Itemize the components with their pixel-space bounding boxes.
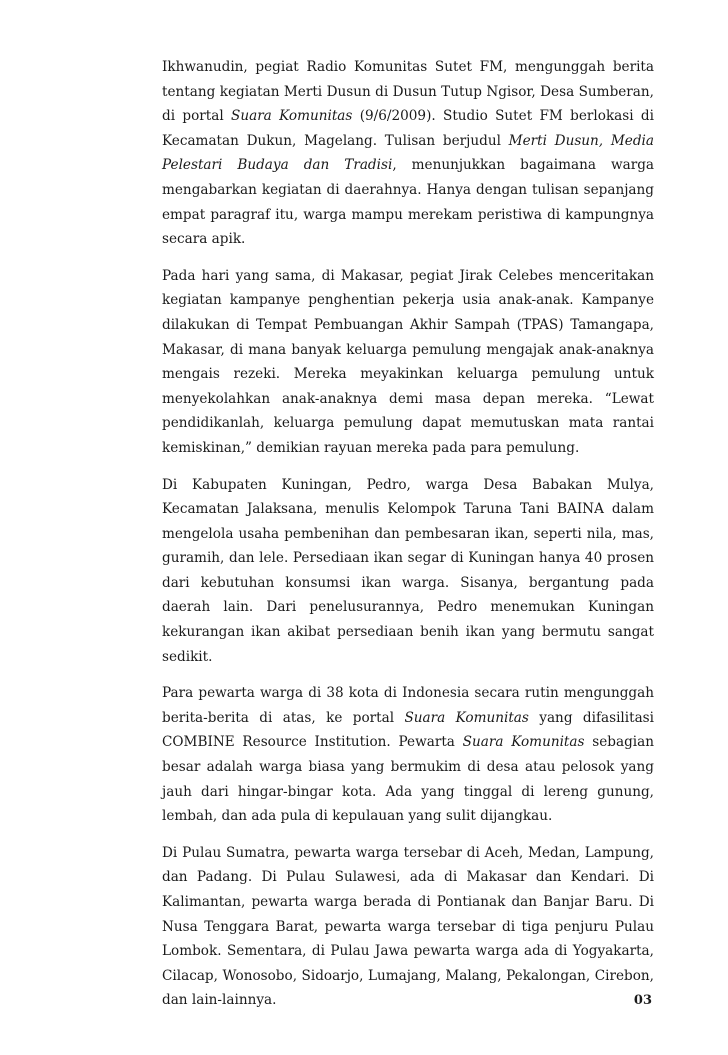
italic-publication-name: Suara Komunitas — [404, 709, 529, 726]
paragraph-2 — [162, 264, 654, 461]
paragraph-text: , menunjukkan bagaimana warga mengabarkan kegiatan di daerahnya. Hanya dengan tulisan sepanjang empat paragraf itu, warga mampu merekam peristiwa di kampungnya secara apik. — [162, 157, 654, 248]
paragraph-text: Para pewarta warga di 38 kota di Indonesia secara rutin mengunggah berita-berita di atas, ke portal — [162, 685, 654, 726]
paragraph-5 — [162, 841, 654, 1013]
paragraph-text: Di Kabupaten Kuningan, Pedro, warga Desa Babakan Mulya, Kecamatan Jalaksana, menulis Kelompok Taruna Tani BAINA dalam mengelola usaha pembenihan dan pembesaran ikan, seperti nila, mas, guramih, dan lele. Persediaan ikan segar di Kuningan hanya 40 prosen dari kebutuhan konsumsi ikan warga. Sisanya, bergantung pada daerah lain. Dari penelusurannya, Pedro menemukan Kuningan kekurangan ikan akibat persediaan benih ikan yang bermutu sangat sedikit. — [162, 476, 654, 665]
paragraph-text: Ikhwanudin, pegiat Radio Komunitas Sutet FM, mengunggah berita tentang kegiatan Merti Dusun di Dusun Tutup Ngisor, Desa Sumberan, di portal — [162, 59, 654, 125]
italic-publication-name: Suara Komunitas — [462, 734, 585, 751]
italic-article-title: Merti Dusun, Media Pelestari Budaya dan Tradisi — [162, 132, 654, 174]
paragraph-4 — [162, 681, 654, 829]
italic-publication-name: Suara Komunitas — [231, 108, 353, 125]
paragraph-text: Pada hari yang sama, di Makasar, pegiat Jirak Celebes menceritakan kegiatan kampanye penghentian pekerja usia anak-anak. Kampanye dilakukan di Tempat Pembuangan Akhir Sampah (TPAS) Tamangapa, Makasar, di mana banyak keluarga pemulung mengajak anak-anaknya mengais rezeki. Mereka meyakinkan keluarga pemulung untuk menyekolahkan anak-anaknya demi masa depan mereka. “Lewat pendidikanlah, keluarga pemulung dapat memutuskan mata rantai kemiskinan,” demikian rayuan mereka pada para pemulung. — [162, 267, 654, 456]
paragraph-text: Di Pulau Sumatra, pewarta warga tersebar di Aceh, Medan, Lampung, dan Padang. Di Pulau Sulawesi, ada di Makasar dan Kendari. Di Kalimantan, pewarta warga berada di Pontianak dan Banjar Baru. Di Nusa Tenggara Barat, pewarta warga tersebar di tiga penjuru Pulau Lombok. Sementara, di Pulau Jawa pewarta warga ada di Yogyakarta, Cilacap, Wonosobo, Sidoarjo, Lumajang, Malang, Pekalongan, Cirebon, dan lain-lainnya. — [162, 844, 654, 1009]
paragraph-3 — [162, 473, 654, 670]
paragraph-text: yang difasilitasi COMBINE Resource Institution. Pewarta — [162, 709, 654, 751]
document-body — [162, 55, 654, 1025]
page-number: 03 — [633, 993, 652, 1008]
paragraph-1 — [162, 55, 654, 252]
paragraph-text: sebagian besar adalah warga biasa yang bermukim di desa atau pelosok yang jauh dari hingar-bingar kota. Ada yang tinggal di lereng gunung, lembah, dan ada pula di kepulauan yang sulit dijangkau. — [162, 734, 654, 825]
paragraph-text: (9/6/2009). Studio Sutet FM berlokasi di Kecamatan Dukun, Magelang. Tulisan berjudul — [162, 108, 654, 149]
